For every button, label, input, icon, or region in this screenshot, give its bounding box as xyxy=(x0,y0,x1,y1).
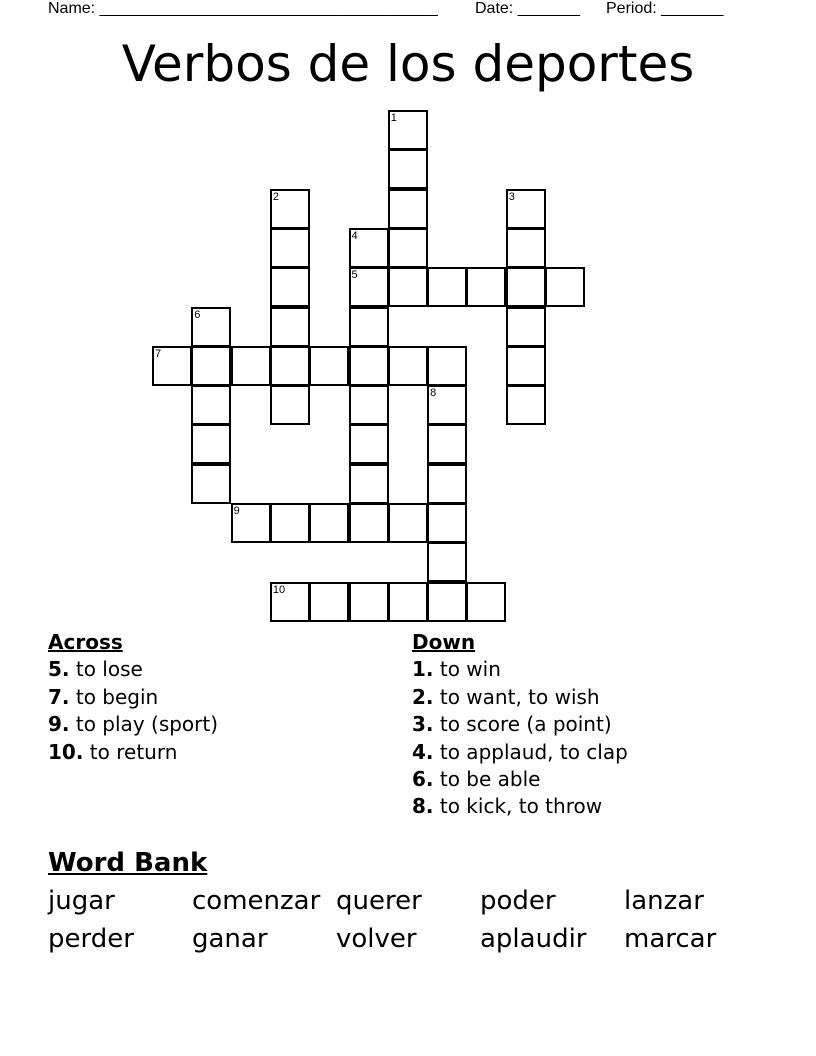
crossword-cell[interactable] xyxy=(506,385,546,425)
clue-number: 8 xyxy=(430,387,437,400)
down-clue: 4. to applaud, to clap xyxy=(412,739,628,764)
down-clue: 3. to score (a point) xyxy=(412,712,612,737)
crossword-cell[interactable] xyxy=(309,582,349,622)
crossword-cell[interactable] xyxy=(309,346,349,386)
crossword-cell[interactable] xyxy=(349,385,389,425)
crossword-cell[interactable] xyxy=(231,503,271,543)
crossword-cell[interactable] xyxy=(231,346,271,386)
crossword-cell[interactable] xyxy=(349,582,389,622)
clue-number: 5 xyxy=(351,269,358,282)
period-field-label: Period: _______ xyxy=(606,0,724,17)
crossword-cell[interactable] xyxy=(506,307,546,347)
word-bank-title: Word Bank xyxy=(48,848,208,878)
crossword-cell[interactable] xyxy=(349,346,389,386)
crossword-cell[interactable] xyxy=(388,503,428,543)
crossword-cell[interactable] xyxy=(191,346,231,386)
crossword-cell[interactable] xyxy=(427,424,467,464)
crossword-cell[interactable] xyxy=(506,346,546,386)
date-field-label: Date: _______ xyxy=(475,0,580,17)
across-clue: 7. to begin xyxy=(48,684,159,709)
word-bank-word: ganar xyxy=(192,924,268,954)
down-heading: Down xyxy=(412,630,476,654)
clue-number: 10 xyxy=(272,583,286,596)
crossword-cell[interactable] xyxy=(388,110,428,150)
crossword-cell[interactable] xyxy=(270,267,310,307)
clue-number: 3 xyxy=(508,190,515,203)
down-clue: 6. to be able xyxy=(412,767,541,792)
crossword-cell[interactable] xyxy=(191,385,231,425)
clue-number: 9 xyxy=(233,505,240,517)
word-bank-word: querer xyxy=(336,886,422,916)
word-bank-word: lanzar xyxy=(624,886,704,916)
word-bank-word: poder xyxy=(480,886,556,916)
crossword-cell[interactable] xyxy=(191,307,231,347)
crossword-cell[interactable] xyxy=(270,385,310,425)
crossword-cell[interactable] xyxy=(427,267,467,307)
crossword-cell[interactable] xyxy=(349,307,389,347)
crossword-cell[interactable] xyxy=(545,267,585,307)
across-clue: 5. to lose xyxy=(48,657,143,682)
crossword-cell[interactable] xyxy=(388,228,428,268)
crossword-cell[interactable] xyxy=(388,267,428,307)
crossword-cell[interactable] xyxy=(270,503,310,543)
crossword-cell[interactable] xyxy=(270,228,310,268)
down-clues xyxy=(412,629,628,821)
word-bank-word: perder xyxy=(48,924,134,954)
crossword-cell[interactable] xyxy=(506,228,546,268)
across-heading: Across xyxy=(48,630,123,654)
crossword-cell[interactable] xyxy=(349,267,389,307)
crossword-cell[interactable] xyxy=(349,464,389,504)
crossword-cell[interactable] xyxy=(191,464,231,504)
crossword-cell[interactable] xyxy=(309,503,349,543)
crossword-cell[interactable] xyxy=(427,582,467,622)
clue-number: 4 xyxy=(351,229,358,242)
crossword-cell[interactable] xyxy=(270,346,310,386)
across-clue: 10. to return xyxy=(48,739,178,764)
crossword-cell[interactable] xyxy=(388,189,428,229)
crossword-cell[interactable] xyxy=(427,542,467,582)
crossword-cell[interactable] xyxy=(388,582,428,622)
crossword-cell[interactable] xyxy=(349,424,389,464)
crossword-cell[interactable] xyxy=(270,189,310,229)
crossword-cell[interactable] xyxy=(152,346,192,386)
crossword-cell[interactable] xyxy=(466,267,506,307)
down-clue: 2. to want, to wish xyxy=(412,684,600,709)
down-clue: 1. to win xyxy=(412,657,501,682)
clue-number: 7 xyxy=(155,347,162,360)
word-bank-word: marcar xyxy=(624,924,717,954)
crossword-cell[interactable] xyxy=(427,346,467,386)
crossword-cell[interactable] xyxy=(349,503,389,543)
crossword-cell[interactable] xyxy=(427,385,467,425)
crossword-cell[interactable] xyxy=(388,149,428,189)
crossword-cell[interactable] xyxy=(427,464,467,504)
crossword-cell[interactable] xyxy=(191,424,231,464)
crossword-cell[interactable] xyxy=(466,582,506,622)
across-clues xyxy=(48,629,218,766)
crossword-cell[interactable] xyxy=(388,346,428,386)
header-line xyxy=(48,0,768,20)
down-clue: 8. to kick, to throw xyxy=(412,794,603,819)
clue-number: 1 xyxy=(390,112,397,124)
word-bank-word: comenzar xyxy=(192,886,321,916)
crossword-cell[interactable] xyxy=(270,582,310,622)
crossword-cell[interactable] xyxy=(270,307,310,347)
across-clue: 9. to play (sport) xyxy=(48,712,219,737)
word-bank-word: volver xyxy=(336,924,417,954)
word-bank-word: jugar xyxy=(48,886,115,916)
name-field-label: Name: ______________________________________ xyxy=(48,0,438,17)
crossword-cell[interactable] xyxy=(427,503,467,543)
word-bank-word: aplaudir xyxy=(480,924,587,954)
crossword-cell[interactable] xyxy=(506,189,546,229)
crossword-cell[interactable] xyxy=(349,228,389,268)
clue-number: 6 xyxy=(194,308,201,321)
page-title: Verbos de los deportes xyxy=(121,35,695,93)
crossword-cell[interactable] xyxy=(506,267,546,307)
clue-number: 2 xyxy=(272,190,280,203)
